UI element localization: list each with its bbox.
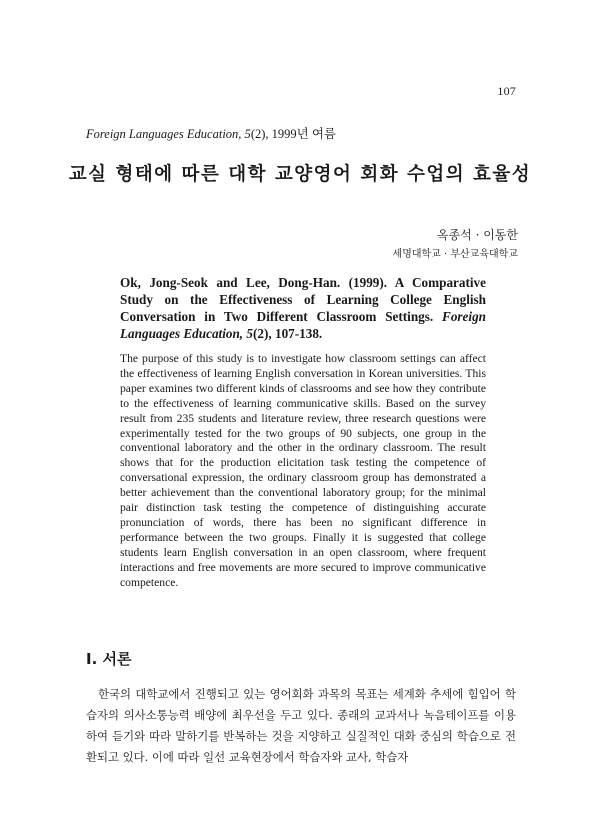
journal-reference xyxy=(86,124,336,142)
citation-journal: Foreign Languages Education, 5 xyxy=(120,309,486,341)
affiliation: 세명대학교 · 부산교육대학교 xyxy=(392,249,518,260)
citation xyxy=(120,274,486,342)
body-paragraph-text: 한국의 대학교에서 진행되고 있는 영어회화 과목의 목표는 세계화 추세에 힘입어 학습자의 의사소통능력 배양에 최우선을 두고 있다. 종래의 교과서나 녹음테이프를 이용하여 듣기와 따라 말하기를 반복하는 것을 지양하고 실질적인 대화 중심의 학습으로 전환되고 있다. 이에 따라 일선 교육현장에서 학습자와 교사, 학습자 xyxy=(86,687,516,764)
journal-name: Foreign Languages Education, 5 xyxy=(86,127,251,141)
citation-main: Ok, Jong-Seok and Lee, Dong-Han. (1999). A Comparative Study on the Effectiveness of Learning College English Conversation in Two Different Classroom Settings. xyxy=(120,275,486,324)
abstract: The purpose of this study is to investigate how classroom settings can affect the effectiveness of learning English conversation in Korean universities. This paper examines two different kinds of classrooms and see how they contribute to the effectiveness of learning communicative skills. Based on the survey result from 235 students and literature review, three research questions were experimentally tested for the two groups of 90 subjects, one group in the conventional laboratory and the other in the ordinary classroom. The result shows that for the production elicitation task testing the competence of conversational expression, the ordinary classroom group has demonstrated a better achievement than the conventional laboratory group; for the minimal pair distinction task testing the competence of distinguishing accurate pronunciation of words, there has been no significant difference in performance between the two groups. Finally it is suggested that college students learn English conversation in an open classroom, where frequent interactions and free movements are more secured to improve communicative competence. xyxy=(120,352,486,589)
body-paragraph xyxy=(86,684,516,768)
section-heading: Ⅰ. 서론 xyxy=(86,650,132,668)
journal-issue: (2), 1999년 여름 xyxy=(250,127,336,141)
authors: 옥종석 · 이동한 xyxy=(437,228,518,242)
paper-title: 교실 형태에 따른 대학 교양영어 회화 수업의 효율성 xyxy=(68,164,532,185)
page-number: 107 xyxy=(497,84,516,98)
citation-tail: (2), 107-138. xyxy=(253,326,323,341)
